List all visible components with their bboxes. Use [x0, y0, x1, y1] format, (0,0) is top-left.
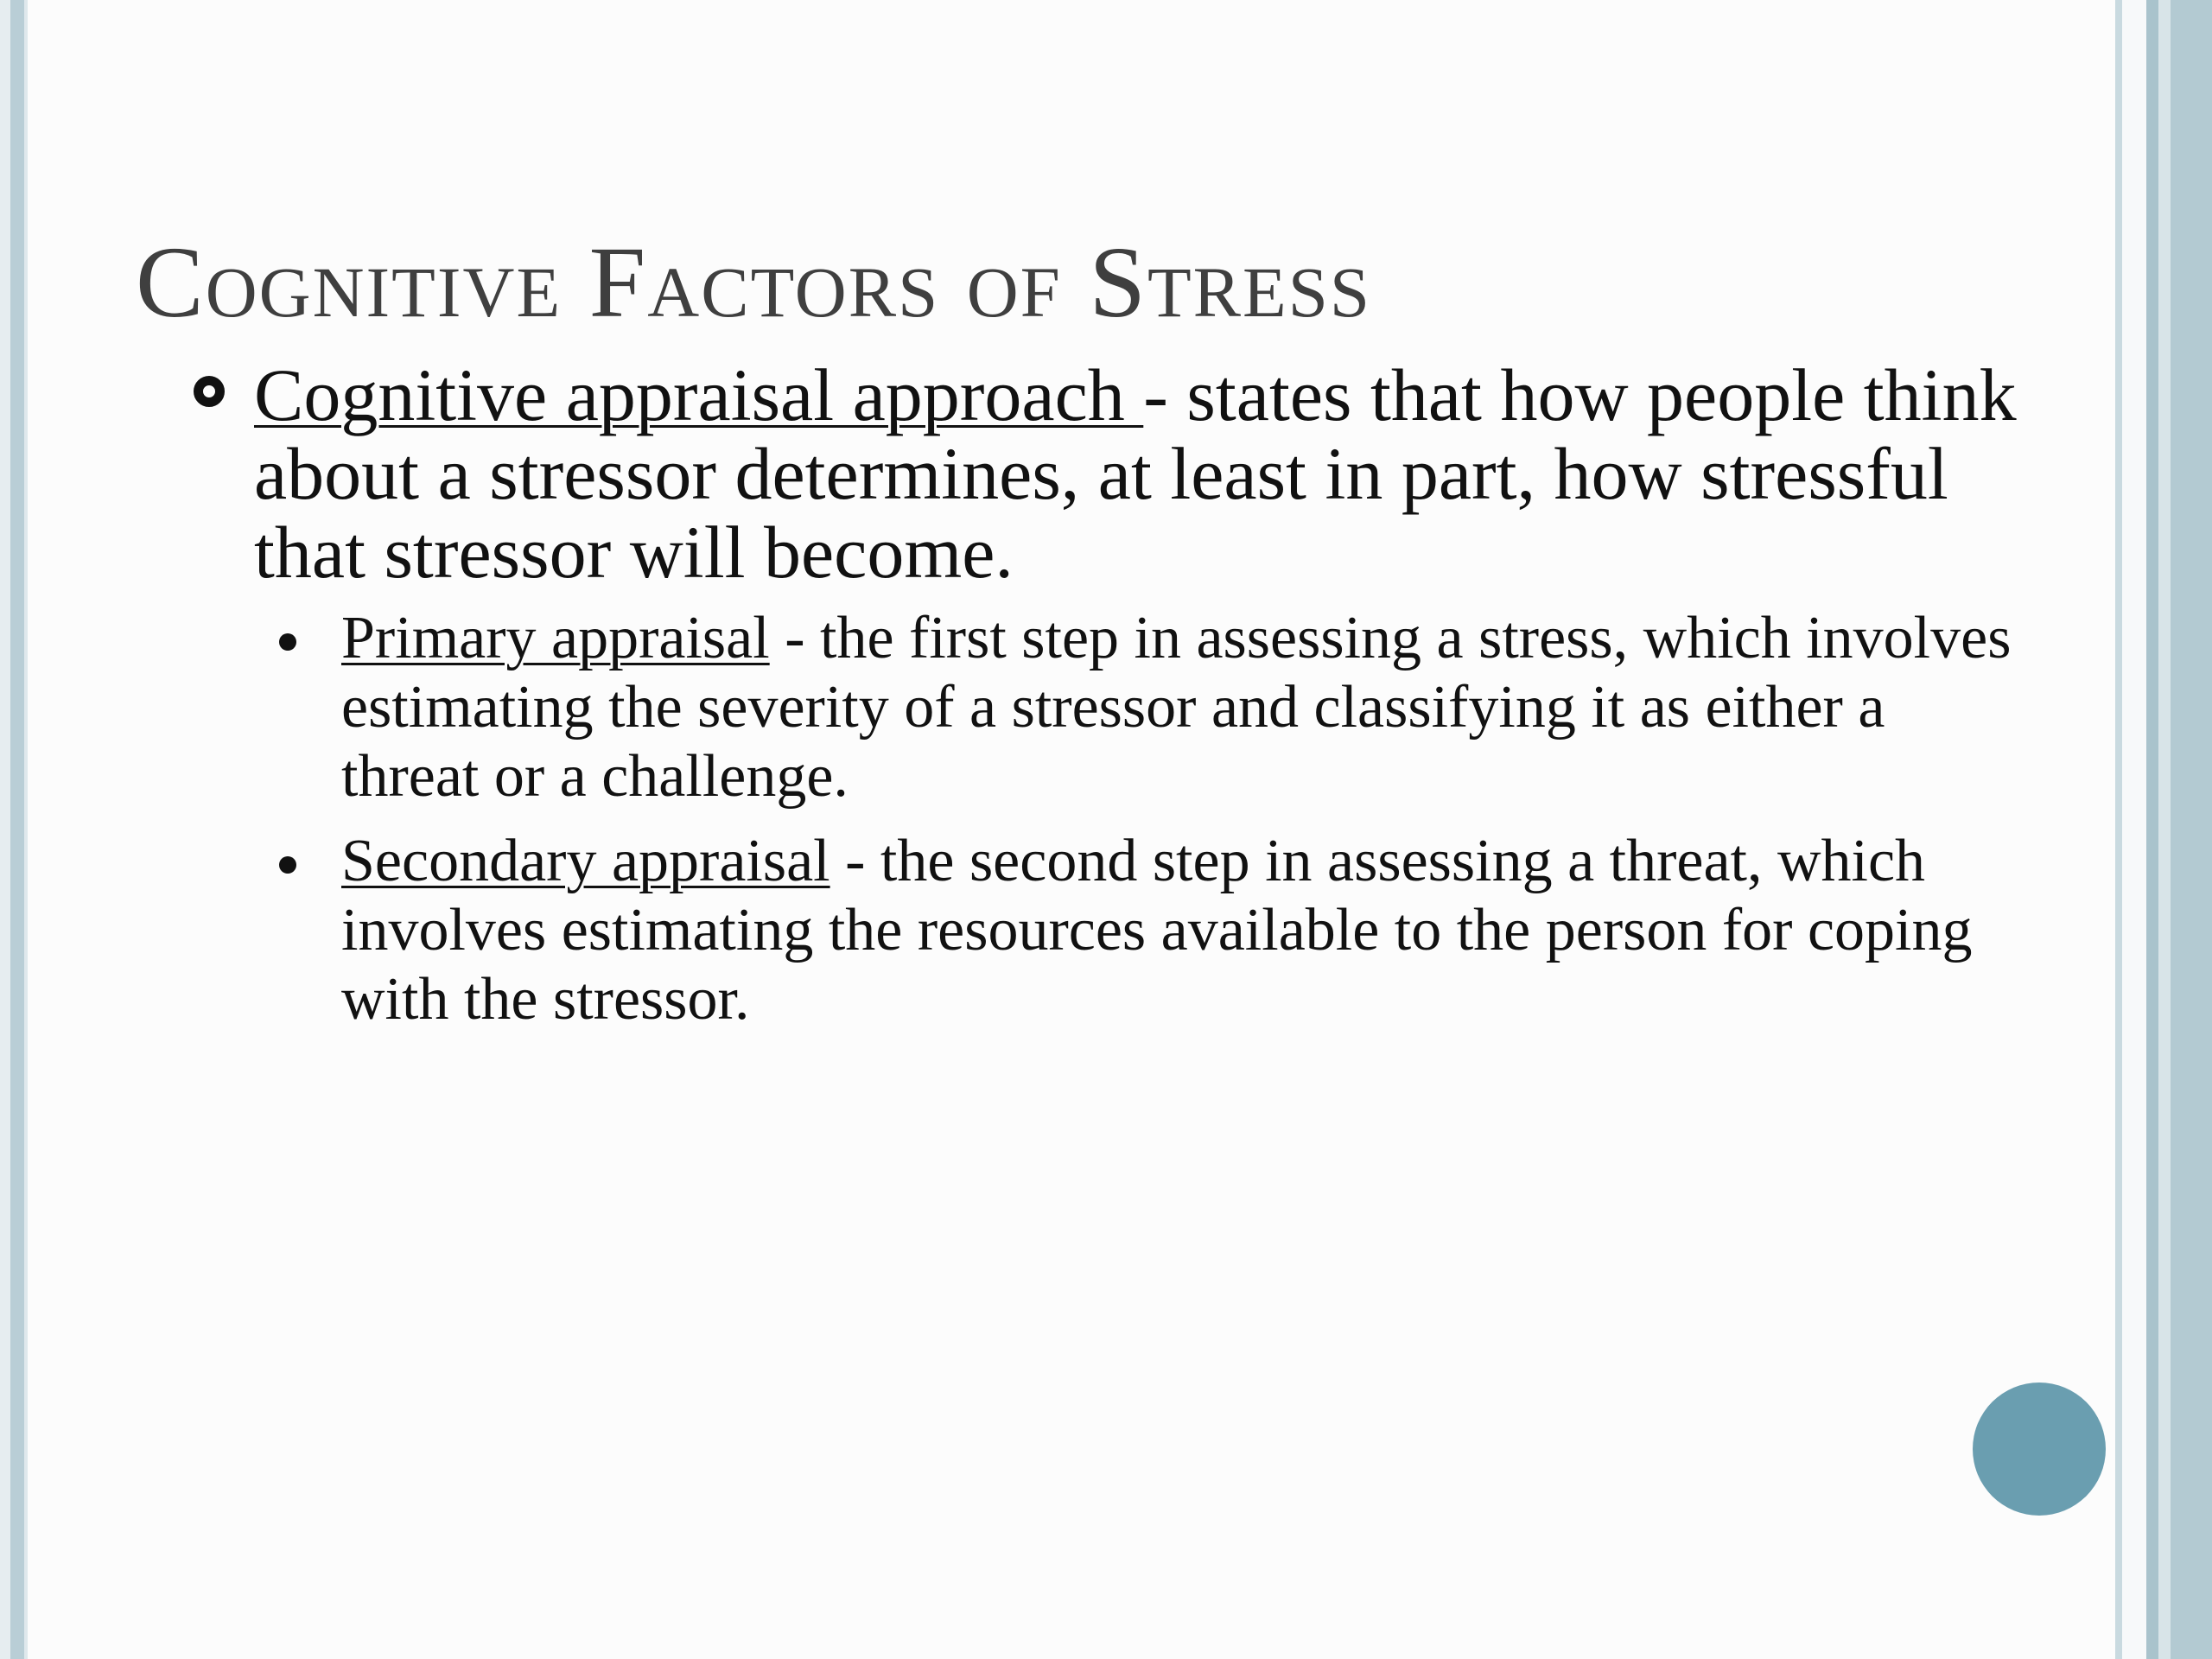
sub-point-text: - the second step in assessing a threat, which involves estimating the resources available to the person for coping with the stressor.	[341, 828, 1973, 1033]
left-border-stripe	[0, 0, 10, 1659]
right-border-stripe	[2146, 0, 2158, 1659]
sub-point-term: Secondary appraisal	[341, 828, 830, 894]
slide-body	[190, 353, 2022, 1050]
dot-bullet-icon	[279, 633, 296, 651]
sub-point-term: Primary appraisal	[341, 605, 770, 671]
sub-point-text: - the first step in assessing a stress, which involves estimating the severity of a stressor and classifying it as either a threat or a challenge.	[341, 605, 2012, 810]
sub-point-list	[190, 604, 2022, 1034]
left-border-stripe	[10, 0, 24, 1659]
right-border-stripe	[2158, 0, 2171, 1659]
ring-bullet-icon	[194, 376, 225, 407]
sub-point-secondary	[190, 827, 2022, 1034]
left-border-stripe	[24, 0, 28, 1659]
slide-title: Cognitive Factors of Stress	[136, 226, 1372, 339]
circle-decoration	[1973, 1382, 2106, 1516]
dot-bullet-icon	[279, 856, 296, 874]
main-point-term: Cognitive appraisal approach	[254, 353, 1144, 436]
sub-point-primary	[190, 604, 2022, 811]
right-border-stripe	[2115, 0, 2122, 1659]
main-point-text: - states that how people think about a stressor determines, at least in part, how stressful that stressor will become.	[254, 353, 2017, 594]
main-bullet-point	[190, 353, 2022, 594]
right-border-stripe	[2122, 0, 2146, 1659]
right-border-stripe	[2171, 0, 2212, 1659]
